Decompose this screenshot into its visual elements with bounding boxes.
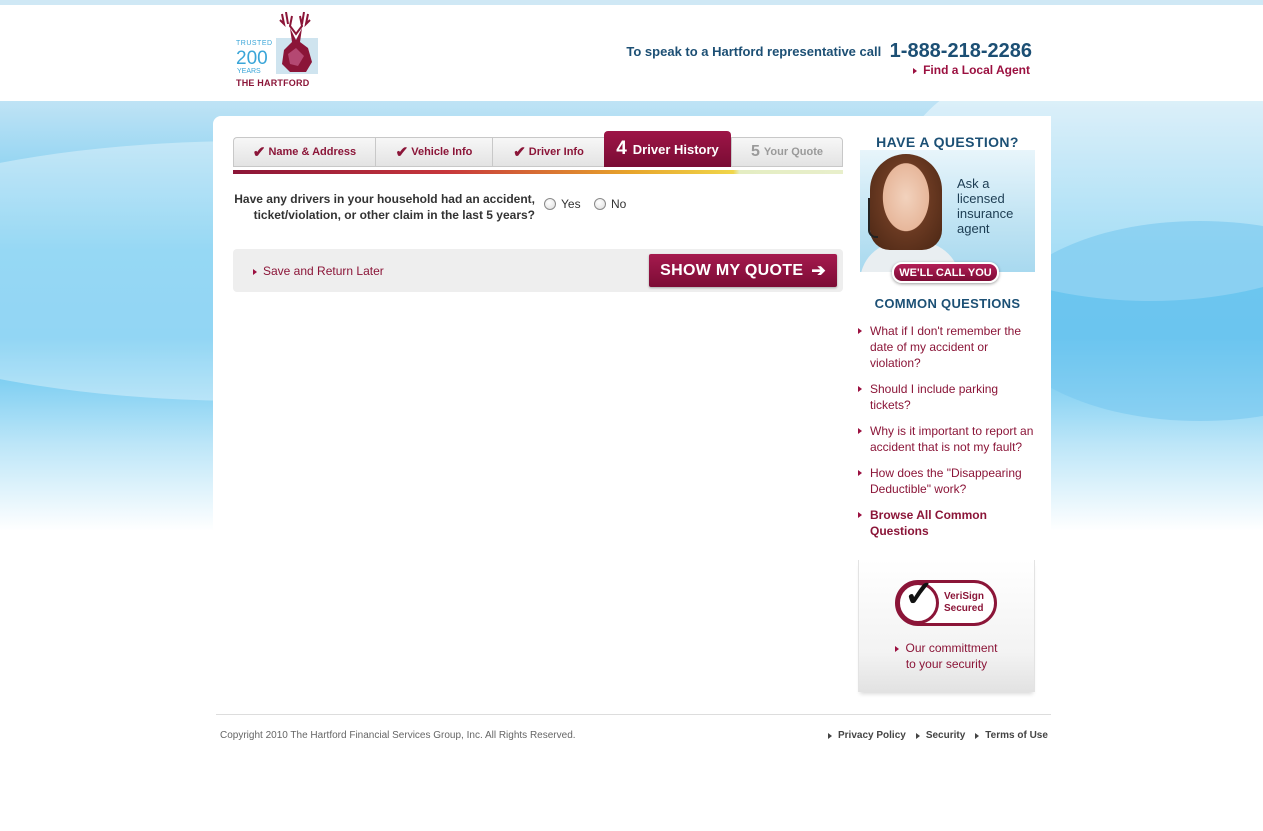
arrow-right-icon: ➔: [811, 260, 826, 280]
verisign-line: VeriSign: [944, 591, 985, 602]
privacy-policy-link[interactable]: [828, 730, 906, 741]
footer-link-label: Security: [925, 730, 966, 741]
radio-yes-label: Yes: [561, 197, 581, 211]
logo-200-text: 200: [236, 48, 268, 69]
logo-trusted-text: TRUSTED: [236, 40, 273, 47]
save-return-later-link[interactable]: [253, 264, 384, 278]
common-question-text: Should I include parking tickets?: [870, 382, 999, 412]
footer-link-label: Privacy Policy: [838, 730, 906, 741]
phone-number[interactable]: 1-888-218-2286: [889, 40, 1032, 62]
phone-line: [620, 40, 1032, 63]
arrow-right-icon: [858, 428, 862, 434]
arrow-right-icon: [858, 470, 862, 476]
ask-line: agent: [957, 221, 990, 236]
progress-steps: [233, 131, 843, 175]
radio-yes[interactable]: [544, 197, 581, 211]
ask-agent-text: [957, 176, 1013, 236]
hartford-logo[interactable]: [234, 12, 324, 90]
well-call-you-button[interactable]: WE'LL CALL YOU: [892, 262, 999, 283]
step-driver-info[interactable]: [492, 137, 604, 167]
step-driver-history: [604, 131, 731, 167]
arrow-right-icon: [975, 733, 979, 739]
copyright-text: Copyright 2010 The Hartford Financial Services Group, Inc. All Rights Reserved.: [220, 730, 576, 741]
ask-line: insurance: [957, 206, 1014, 221]
phone-lead-text: To speak to a Hartford representative call: [626, 44, 882, 59]
radio-no-button[interactable]: [594, 198, 606, 210]
checkmark-icon: ✔: [395, 144, 409, 161]
step-number: 5: [751, 143, 760, 160]
arrow-right-icon: [858, 328, 862, 334]
ask-line: Ask a: [957, 176, 990, 191]
radio-no[interactable]: [594, 197, 626, 211]
security-commitment-link[interactable]: [858, 640, 1035, 672]
verisign-text: [944, 591, 984, 615]
footer-links: [828, 730, 1058, 741]
radio-yes-button[interactable]: [544, 198, 556, 210]
step-your-quote: [731, 137, 843, 167]
step-label: Driver History: [632, 141, 719, 157]
verisign-check-icon: ✓: [904, 573, 935, 614]
save-return-later-label: Save and Return Later: [263, 264, 384, 278]
arrow-right-icon: [913, 68, 917, 74]
common-questions-list: [858, 323, 1040, 549]
step-name-address[interactable]: [233, 137, 375, 167]
verisign-line: Secured: [944, 603, 984, 614]
arrow-right-icon: [828, 733, 832, 739]
common-question-link[interactable]: [858, 423, 1040, 455]
stag-icon: [268, 12, 322, 76]
terms-of-use-link[interactable]: [975, 730, 1048, 741]
step-label: Vehicle Info: [411, 146, 473, 158]
agent-photo: [870, 154, 942, 250]
security-line: Our committment: [905, 641, 998, 655]
step-label: Your Quote: [763, 146, 823, 158]
step-number: 4: [616, 138, 627, 159]
logo-name-text: THE HARTFORD: [236, 78, 310, 88]
arrow-right-icon: [916, 733, 920, 739]
find-local-agent-link[interactable]: [900, 63, 1030, 77]
common-questions-title: COMMON QUESTIONS: [874, 296, 1021, 311]
find-local-agent-label: Find a Local Agent: [923, 63, 1030, 77]
arrow-right-icon: [895, 646, 899, 652]
radio-no-label: No: [611, 197, 627, 211]
show-my-quote-label: SHOW MY QUOTE: [660, 261, 804, 279]
common-question-text: What if I don't remember the date of my accident or violation?: [870, 324, 1022, 370]
step-label: Name & Address: [268, 146, 357, 158]
security-link[interactable]: [916, 730, 965, 741]
question-line: Have any drivers in your household had an accident,: [234, 192, 535, 206]
step-label: Driver Info: [528, 146, 584, 158]
footer-divider: [216, 714, 1051, 715]
security-line: to your security: [905, 657, 988, 671]
common-question-link[interactable]: [858, 323, 1040, 371]
headset-icon: [868, 198, 878, 238]
common-question-text: How does the "Disappearing Deductible" work?: [870, 466, 1022, 496]
common-question-text: Why is it important to report an accident that is not my fault?: [870, 424, 1034, 454]
arrow-right-icon: [253, 269, 257, 275]
ask-line: licensed: [957, 191, 1005, 206]
browse-all-questions-link[interactable]: [858, 507, 1040, 539]
step-vehicle-info[interactable]: [375, 137, 492, 167]
have-a-question-title: HAVE A QUESTION?: [876, 134, 1019, 150]
footer-link-label: Terms of Use: [985, 730, 1048, 741]
browse-all-text: Browse All Common Questions: [870, 508, 987, 538]
agent-promo[interactable]: [860, 150, 1035, 272]
logo-years-text: YEARS: [237, 68, 261, 75]
progress-bar: [233, 170, 843, 174]
common-question-link[interactable]: [858, 465, 1040, 497]
common-question-link[interactable]: [858, 381, 1040, 413]
arrow-right-icon: [858, 512, 862, 518]
checkmark-icon: ✔: [252, 144, 266, 161]
checkmark-icon: ✔: [513, 144, 526, 161]
arrow-right-icon: [858, 386, 862, 392]
verisign-badge[interactable]: [895, 573, 997, 626]
question-line: ticket/violation, or other claim in the last 5 years?: [253, 208, 535, 222]
history-question: [233, 191, 535, 223]
show-my-quote-button[interactable]: [649, 254, 837, 287]
